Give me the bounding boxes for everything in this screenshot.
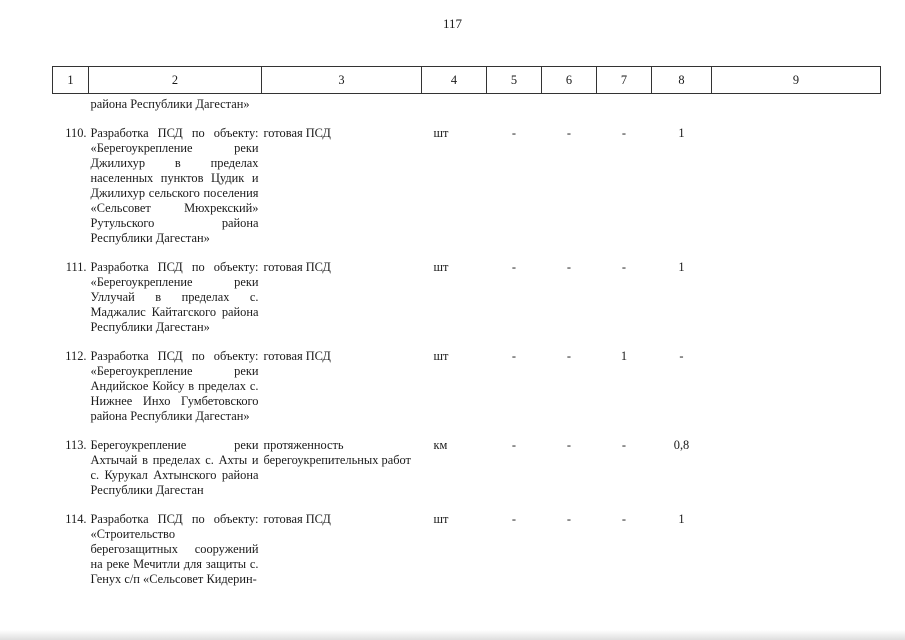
row-col5: - [511,349,517,363]
row-unit: шт [433,260,449,274]
table-row [53,512,881,587]
row-number: 111. [65,260,87,274]
header-cell-2: 2 [89,67,262,94]
row-col6: - [566,349,572,363]
program-table-container [52,66,880,587]
row-col5: - [511,126,517,140]
row-col7: - [621,512,627,526]
header-cell-8: 8 [652,67,712,94]
row-name: Разработка ПСД по объекту: «Берегоукрепление реки Уллучай в пределах с. Маджалис Кайтагского района Республики Дагестан» [90,260,259,334]
row-indicator: готовая ПСД [263,349,331,363]
row-name: Берегоукрепление реки Ахтычай в пределах с. Ахты и с. Курукал Ахтынского района Республики Дагестан [90,438,259,497]
row-col6: - [566,126,572,140]
row-col5: - [511,512,517,526]
row-col7: - [621,260,627,274]
row-unit: шт [433,126,449,140]
row-name: Разработка ПСД по объекту: «Берегоукрепление реки Андийское Койсу в пределах с. Нижнее Инхо Гумбетовского района Республики Дагестан» [90,349,259,423]
header-cell-4: 4 [422,67,487,94]
row-col6: - [566,512,572,526]
program-table [52,66,881,587]
row-indicator: готовая ПСД [263,260,331,274]
row-col9 [712,260,881,335]
row-col8: 0,8 [673,438,690,452]
row-col7: - [621,438,627,452]
row-col6: - [566,260,572,274]
row-unit: шт [433,349,449,363]
table-row [53,438,881,498]
row-name: Разработка ПСД по объекту: «Строительство берегозащитных сооружений на реке Мечитли для защиты с. Генух с/п «Сельсовет Кидерин- [90,512,259,586]
row-col7: - [621,126,627,140]
row-col9 [712,512,881,587]
row-col5: - [511,260,517,274]
continuation-row [53,94,881,113]
row-indicator: готовая ПСД [263,126,331,140]
row-col8: 1 [678,126,685,140]
row-number: 112. [65,349,87,363]
row-unit: шт [433,512,449,526]
header-cell-9: 9 [712,67,881,94]
table-row [53,260,881,335]
row-col8: 1 [678,512,685,526]
row-col7: 1 [620,349,628,363]
row-col8: 1 [678,260,685,274]
row-col9 [712,126,881,246]
continuation-text: района Республики Дагестан» [90,97,250,111]
table-header [53,67,881,94]
row-indicator: готовая ПСД [263,512,331,526]
header-cell-5: 5 [487,67,542,94]
table-body [53,94,881,588]
header-cell-7: 7 [597,67,652,94]
header-cell-6: 6 [542,67,597,94]
row-number: 113. [65,438,87,452]
scan-edge-shadow [0,630,905,640]
header-cell-1: 1 [53,67,89,94]
row-col9 [712,349,881,424]
table-row [53,349,881,424]
page-number: 117 [442,16,463,31]
header-cell-3: 3 [262,67,422,94]
row-number: 114. [65,512,87,526]
row-col8: - [679,349,684,363]
row-indicator: протяженность берегоукрепительных работ [263,438,411,467]
row-number: 110. [65,126,87,140]
row-unit: км [433,438,448,452]
row-col6: - [566,438,572,452]
header-row [53,67,881,94]
table-row [53,126,881,246]
row-name: Разработка ПСД по объекту: «Берегоукрепление реки Джилихур в пределах населенных пунктов Цудик и Джилихур сельского поселения «Сельсовет Мюхрекский» Рутульского района Республики Дагестан» [90,126,259,245]
row-col9 [712,438,881,498]
row-col5: - [511,438,517,452]
